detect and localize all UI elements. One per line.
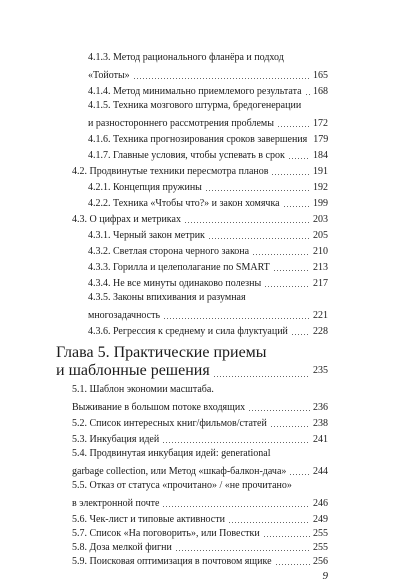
toc-entry-text: 4.3.1. Черный закон метрик bbox=[88, 230, 205, 241]
dot-leader bbox=[213, 376, 310, 377]
toc-entry-5-1-line1 bbox=[72, 382, 214, 398]
toc-entry-4-3-2 bbox=[88, 242, 328, 258]
dot-leader bbox=[264, 286, 310, 287]
toc-page-number: 184 bbox=[313, 150, 328, 161]
toc-page-number: 199 bbox=[313, 198, 328, 209]
toc-entry-5-4 bbox=[72, 462, 328, 478]
toc-entry-4-1-7 bbox=[88, 146, 328, 162]
toc-entry-text: 5.5. Отказ от статуса «прочитано» / «не прочитано» bbox=[72, 480, 292, 491]
dot-leader bbox=[162, 442, 310, 443]
toc-entry-text: 4.2. Продвинутые техники пересмотра планов bbox=[72, 166, 269, 177]
dot-leader bbox=[252, 254, 310, 255]
toc-entry-5-2 bbox=[72, 414, 328, 430]
toc-entry-text: 4.3.2. Светлая сторона черного закона bbox=[88, 246, 250, 257]
dot-leader bbox=[184, 222, 310, 223]
toc-entry-4-3 bbox=[72, 210, 328, 226]
toc-entry-text: 5.9. Поисковая оптимизация в почтовом ящике bbox=[72, 556, 272, 567]
dot-leader bbox=[273, 270, 310, 271]
toc-entry-text: 5.6. Чек-лист и типовые активности bbox=[72, 514, 225, 525]
toc-entry-text: Выживание в большом потоке входящих bbox=[72, 402, 246, 413]
toc-entry-text: 4.3.4. Не все минуты одинаково полезны bbox=[88, 278, 262, 289]
dot-leader bbox=[133, 78, 310, 79]
toc-entry-text: 4.1.6. Техника прогнозирования сроков завершения bbox=[88, 134, 308, 145]
toc-page-number: 235 bbox=[313, 365, 328, 376]
dot-leader bbox=[305, 94, 310, 95]
toc-entry-5-9 bbox=[72, 552, 328, 568]
toc-entry-4-3-1 bbox=[88, 226, 328, 242]
toc-entry-4-2-1 bbox=[88, 178, 328, 194]
toc-entry-text: 4.1.5. Техника мозгового штурма, бредогенерации bbox=[88, 100, 302, 111]
toc-entry-4-1-3-line1 bbox=[88, 50, 284, 66]
dot-leader bbox=[275, 564, 310, 565]
toc-entry-text: «Тойоты» bbox=[88, 70, 130, 81]
dot-leader bbox=[205, 190, 310, 191]
toc-page-number: 217 bbox=[313, 278, 328, 289]
dot-leader bbox=[270, 426, 310, 427]
toc-page-number: 249 bbox=[313, 514, 328, 525]
dot-leader bbox=[208, 238, 310, 239]
toc-entry-4-2 bbox=[72, 162, 328, 178]
toc-entry-text: 4.1.7. Главные условия, чтобы успевать в срок bbox=[88, 150, 285, 161]
toc-page-number: 238 bbox=[313, 418, 328, 429]
toc-page-number: 179 bbox=[313, 134, 329, 145]
toc-page-number: 205 bbox=[313, 230, 328, 241]
dot-leader bbox=[175, 550, 310, 551]
toc-page-number: 213 bbox=[313, 262, 328, 273]
dot-leader bbox=[288, 158, 310, 159]
toc-entry-5-5 bbox=[72, 494, 328, 510]
toc-entry-4-3-6 bbox=[88, 322, 328, 338]
toc-page-number: 256 bbox=[313, 556, 328, 567]
dot-leader bbox=[228, 522, 310, 523]
toc-entry-text: и разностороннего рассмотрения проблемы bbox=[88, 118, 274, 129]
toc-entry-text: 4.3.3. Горилла и целеполагание по SMART bbox=[88, 262, 270, 273]
toc-entry-4-3-5 bbox=[88, 306, 328, 322]
toc-entry-text: garbage collection, или Метод «шкаф-балкон-дача» bbox=[72, 466, 287, 477]
page-number: 9 bbox=[322, 570, 328, 582]
toc-entry-4-1-5-line1 bbox=[88, 98, 301, 114]
toc-entry-text: 5.4. Продвинутая инкубация идей: generational bbox=[72, 448, 271, 459]
toc-page-number: 191 bbox=[313, 166, 328, 177]
toc-entry-4-1-5 bbox=[88, 114, 328, 130]
dot-leader bbox=[271, 174, 310, 175]
toc-entry-text: 5.8. Доза мелкой фигни bbox=[72, 542, 172, 553]
dot-leader bbox=[163, 318, 310, 319]
dot-leader bbox=[162, 506, 310, 507]
toc-entry-text: 4.3.6. Регрессия к среднему и сила флуктуаций bbox=[88, 326, 288, 337]
dot-leader bbox=[263, 536, 310, 537]
toc-entry-5-4-line1 bbox=[72, 446, 271, 462]
toc-page-number: 244 bbox=[313, 466, 328, 477]
toc-entry-5-1 bbox=[72, 398, 328, 414]
toc-page-number: 210 bbox=[313, 246, 328, 257]
toc-page-number: 165 bbox=[313, 70, 328, 81]
toc-page-number: 203 bbox=[313, 214, 328, 225]
toc-entry-text: 4.3. О цифрах и метриках bbox=[72, 214, 181, 225]
dot-leader bbox=[283, 206, 310, 207]
toc-entry-text: 5.7. Список «На поговорить», или Повестки bbox=[72, 528, 260, 539]
toc-page-number: 168 bbox=[313, 86, 328, 97]
toc-entry-4-1-3 bbox=[88, 66, 328, 82]
toc-entry-text: 4.1.3. Метод рационального фланёра и подход bbox=[88, 52, 284, 63]
toc-entry-4-3-4 bbox=[88, 274, 328, 290]
toc-entry-4-1-6 bbox=[88, 130, 328, 146]
toc-page-number: 228 bbox=[313, 326, 328, 337]
toc-entry-text: 4.2.1. Концепция пружины bbox=[88, 182, 202, 193]
dot-leader bbox=[291, 334, 310, 335]
toc-entry-text: 4.2.2. Техника «Чтобы что?» и закон хомячка bbox=[88, 198, 280, 209]
toc-page-number: 172 bbox=[313, 118, 328, 129]
toc-page-number: 255 bbox=[313, 528, 328, 539]
dot-leader bbox=[248, 410, 310, 411]
dot-leader bbox=[289, 474, 310, 475]
toc-page-number: 192 bbox=[313, 182, 328, 193]
toc-page-number: 241 bbox=[313, 434, 328, 445]
dot-leader bbox=[277, 126, 310, 127]
toc-entry-text: 4.1.4. Метод минимально приемлемого результата bbox=[88, 86, 302, 97]
toc-entry-4-1-4 bbox=[88, 82, 328, 98]
toc-entry-5-3 bbox=[72, 430, 328, 446]
toc-entry-4-3-3 bbox=[88, 258, 328, 274]
toc-entry-4-2-2 bbox=[88, 194, 328, 210]
toc-entry-chapter-5 bbox=[56, 360, 328, 380]
toc-entry-text: 5.1. Шаблон экономии масштаба. bbox=[72, 384, 214, 395]
toc-page-number: 221 bbox=[313, 310, 328, 321]
toc-page-number: 246 bbox=[313, 498, 328, 509]
toc-entry-text: многозадачность bbox=[88, 310, 161, 321]
toc-entry-text: 5.3. Инкубация идей bbox=[72, 434, 160, 445]
toc-entry-text: в электронной почте bbox=[72, 498, 160, 509]
toc-entry-4-3-5-line1 bbox=[88, 290, 246, 306]
toc-entry-5-5-line1 bbox=[72, 478, 292, 494]
toc-entry-text: 5.2. Список интересных книг/фильмов/статей bbox=[72, 418, 267, 429]
chapter-title: и шаблонные решения bbox=[56, 362, 210, 379]
toc-entry-text: 4.3.5. Законы впихивания и разумная bbox=[88, 292, 246, 303]
toc-page-number: 236 bbox=[313, 402, 328, 413]
chapter-title: Глава 5. Практические приемы bbox=[56, 344, 267, 361]
toc-page-number: 255 bbox=[313, 542, 328, 553]
